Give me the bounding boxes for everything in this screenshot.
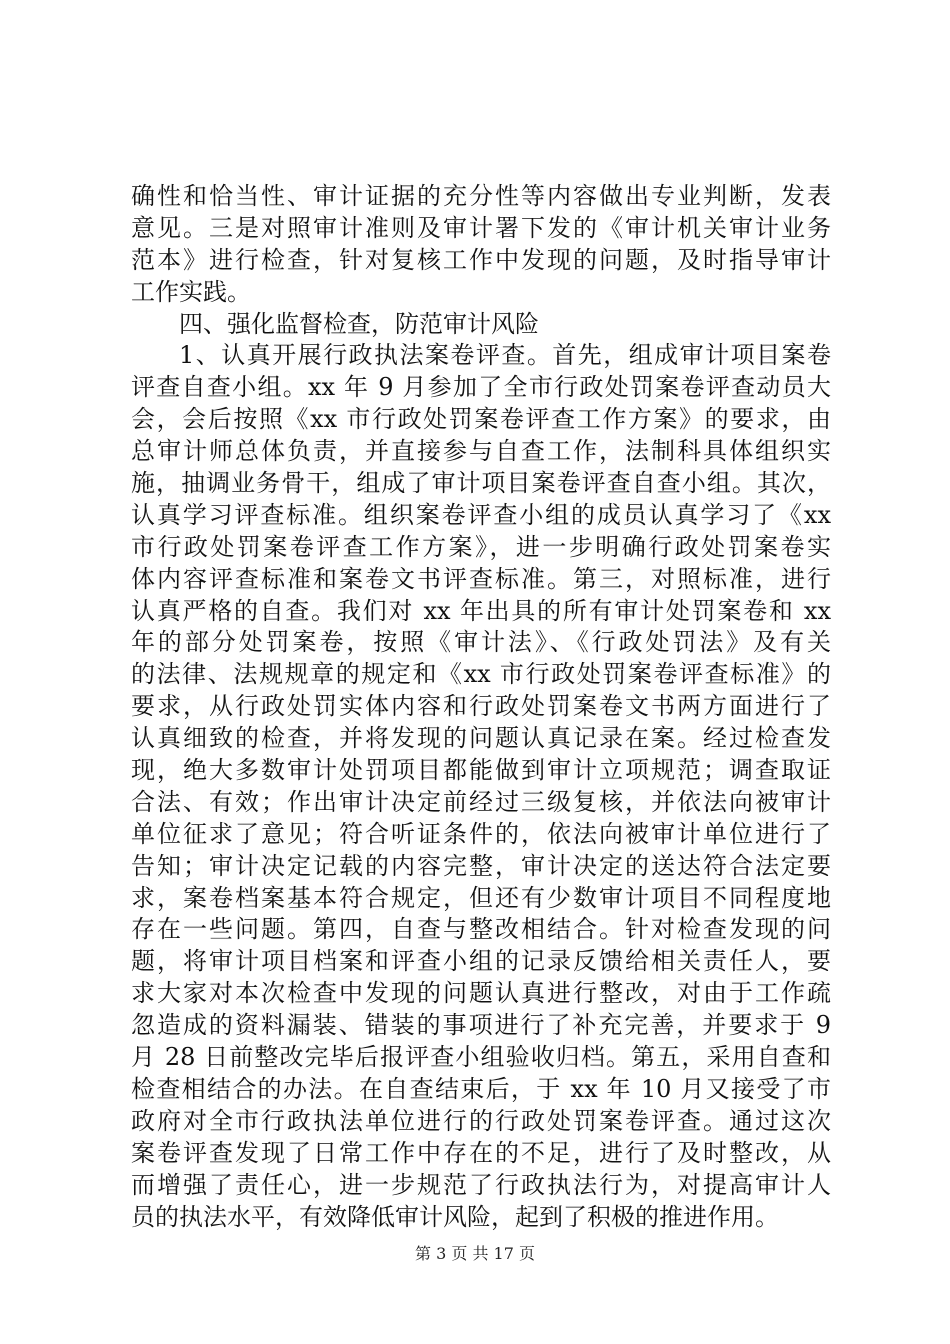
- text-line: 题，将审计项目档案和评查小组的记录反馈给相关责任人，要: [131, 947, 831, 976]
- text-line: 求，案卷档案基本符合规定，但还有少数审计项目不同程度地: [131, 883, 831, 912]
- text-line: 检查相结合的办法。在自查结束后，于 xx 年 10 月又接受了市: [131, 1074, 831, 1103]
- text-line: 合法、有效；作出审计决定前经过三级复核，并依法向被审计: [131, 787, 831, 816]
- text-line: 评查自查小组。xx 年 9 月参加了全市行政处罚案卷评查动员大: [131, 373, 831, 402]
- text-line: 认真严格的自查。我们对 xx 年出具的所有审计处罚案卷和 xx: [131, 596, 831, 625]
- text-line: 年的部分处罚案卷，按照《审计法》、《行政处罚法》及有关: [131, 628, 831, 657]
- page-number-footer: 第 3 页 共 17 页: [415, 1244, 535, 1263]
- text-line: 员的执法水平，有效降低审计风险，起到了积极的推进作用。: [131, 1202, 779, 1231]
- text-line: 会，会后按照《xx 市行政处罚案卷评查工作方案》的要求，由: [131, 405, 831, 434]
- text-line: 认真细致的检查，并将发现的问题认真记录在案。经过检查发: [131, 724, 831, 753]
- text-line: 告知；审计决定记载的内容完整，审计决定的送达符合法定要: [131, 851, 831, 880]
- text-line: 现，绝大多数审计处罚项目都能做到审计立项规范；调查取证: [131, 756, 831, 785]
- section-heading: 四、强化监督检查，防范审计风险: [179, 309, 539, 338]
- text-line: 求大家对本次检查中发现的问题认真进行整改，对由于工作疏: [131, 979, 831, 1008]
- text-line: 体内容评查标准和案卷文书评查标准。第三，对照标准，进行: [131, 564, 831, 593]
- document-body: [131, 181, 831, 1233]
- text-line: 单位征求了意见；符合听证条件的，依法向被审计单位进行了: [131, 819, 831, 848]
- text-line: 忽造成的资料漏装、错装的事项进行了补充完善，并要求于 9: [131, 1011, 831, 1040]
- text-line: 存在一些问题。第四，自查与整改相结合。针对检查发现的问: [131, 915, 831, 944]
- text-line: 市行政处罚案卷评查工作方案》，进一步明确行政处罚案卷实: [131, 532, 831, 561]
- text-line: 而增强了责任心，进一步规范了行政执法行为，对提高审计人: [131, 1170, 831, 1199]
- text-line: 施，抽调业务骨干，组成了审计项目案卷评查自查小组。其次，: [131, 469, 831, 498]
- text-line: 月 28 日前整改完毕后报评查小组验收归档。第五，采用自查和: [131, 1043, 831, 1072]
- text-line: 政府对全市行政执法单位进行的行政处罚案卷评查。通过这次: [131, 1106, 831, 1135]
- text-line: 意见。三是对照审计准则及审计署下发的《审计机关审计业务: [131, 213, 831, 242]
- text-line: 1、认真开展行政执法案卷评查。首先，组成审计项目案卷: [179, 341, 831, 370]
- text-line: 工作实践。: [131, 277, 251, 306]
- text-line: 确性和恰当性、审计证据的充分性等内容做出专业判断，发表: [131, 182, 831, 210]
- text-line: 范本》进行检查，针对复核工作中发现的问题，及时指导审计: [131, 245, 831, 274]
- text-line: 要求，从行政处罚实体内容和行政处罚案卷文书两方面进行了: [131, 692, 831, 721]
- text-line: 总审计师总体负责，并直接参与自查工作，法制科具体组织实: [131, 437, 831, 466]
- text-line: 案卷评查发现了日常工作中存在的不足，进行了及时整改，从: [131, 1138, 831, 1167]
- text-line: 认真学习评查标准。组织案卷评查小组的成员认真学习了《xx: [131, 500, 831, 529]
- text-line: 的法律、法规规章的规定和《xx 市行政处罚案卷评查标准》的: [131, 660, 831, 689]
